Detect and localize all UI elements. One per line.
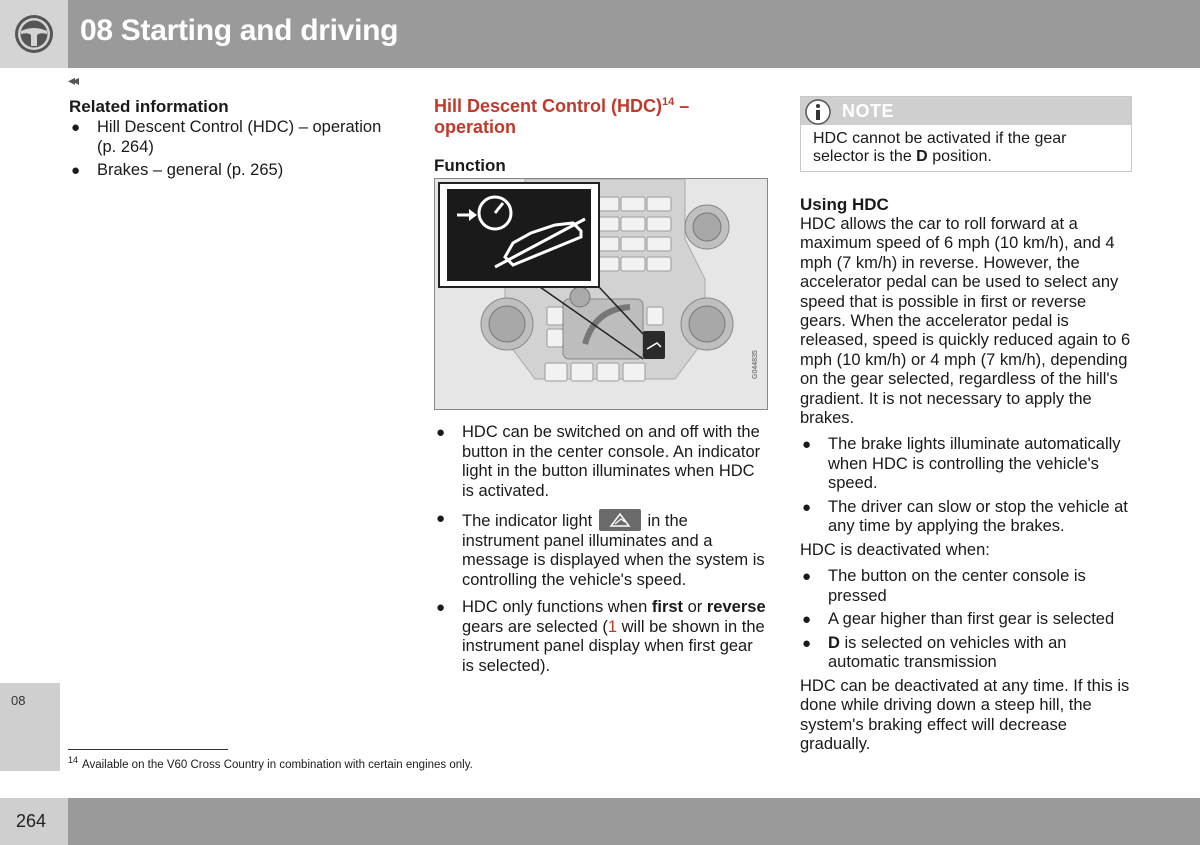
note-gear: D xyxy=(916,147,928,165)
footnote-divider xyxy=(68,749,228,750)
section-title xyxy=(434,96,768,138)
bullet-dot: ● xyxy=(436,599,446,616)
list-item xyxy=(800,610,1132,630)
list-item xyxy=(800,567,1132,606)
steering-wheel-icon xyxy=(13,13,55,55)
note-box xyxy=(800,96,1132,172)
related-item-text: Brakes – general (p. 265) xyxy=(97,161,284,179)
list-item xyxy=(800,435,1132,494)
figure-code: G044835 xyxy=(752,350,759,379)
bullet-dot: ● xyxy=(802,498,812,516)
using-hdc-column xyxy=(800,96,1132,755)
list-item-text: gears are selected ( xyxy=(462,617,608,636)
list-item-text: HDC only functions when xyxy=(462,598,648,616)
info-icon xyxy=(805,99,831,125)
footnote xyxy=(68,755,473,771)
chapter-title: 08 Starting and driving xyxy=(80,14,399,47)
page-number: 264 xyxy=(16,811,47,831)
note-text: position. xyxy=(932,147,992,165)
bullet-dot: ● xyxy=(802,436,812,454)
section-title-text: Hill Descent Control (HDC) xyxy=(434,96,663,116)
note-text: HDC cannot be activated if the gear selector is the xyxy=(813,130,1067,165)
bullet-dot: ● xyxy=(802,568,812,586)
hdc-operation-column xyxy=(434,96,768,176)
bullet-dot: ● xyxy=(436,510,446,527)
bullet-dot: ● xyxy=(802,611,812,629)
console-drawing xyxy=(435,179,768,410)
list-item xyxy=(434,423,768,501)
list-item-text: A gear higher than first gear is selected xyxy=(828,610,1115,629)
reverse-gear-term: reverse xyxy=(706,598,766,616)
back-arrows-icon[interactable]: ◂◂ xyxy=(68,72,77,88)
list-item-text: The brake lights illuminate automatically when HDC is controlling the vehicle's speed. xyxy=(828,435,1121,493)
related-list xyxy=(69,118,389,181)
list-item xyxy=(434,598,768,676)
deactivated-heading: HDC is deactivated when: xyxy=(800,540,990,559)
footnote-text: Available on the V60 Cross Country in combination with certain engines only. xyxy=(82,758,473,771)
footnote-ref[interactable]: 14 xyxy=(662,96,675,108)
using-hdc-paragraph: HDC allows the car to roll forward at a maximum speed of 6 mph (10 km/h), and 4 mph (7 km/h) in reverse. However, the accelerator pedal can be used to select any speed that is possible in first or reverse gears. When the accelerator pedal is released, speed is quickly reduced again to 6 mph (10 km/h) or 4 mph (7 km/h), depending on the gear selected, regardless of the hill's gradient. It is not necessary to apply the brakes. xyxy=(800,215,1131,428)
bullet-dot: ● xyxy=(802,634,812,652)
note-header xyxy=(801,97,1131,125)
drive-gear-term: D xyxy=(828,633,840,652)
closing-paragraph: HDC can be deactivated at any time. If this is done while driving down a steep hill, the system's braking effect will decrease gradually. xyxy=(800,676,1130,754)
list-item xyxy=(800,634,1132,673)
first-gear-term: first xyxy=(651,598,684,616)
list-item-text: will be shown in the instrument panel display when first gear is selected). xyxy=(462,617,765,675)
deactivated-list xyxy=(800,567,1132,673)
bullet-dot: ● xyxy=(436,424,446,441)
gear-number: 1 xyxy=(607,617,618,636)
center-console-illustration xyxy=(434,178,768,410)
list-item-text: is selected on vehicles with an automatic transmission xyxy=(828,633,1067,672)
footer-bar xyxy=(68,798,1200,845)
using-hdc-list xyxy=(800,435,1132,537)
related-item[interactable] xyxy=(69,161,389,181)
footnote-number: 14 xyxy=(68,755,79,765)
header-icon-box xyxy=(0,0,68,68)
section-title-suffix: – operation xyxy=(434,96,690,137)
bullet-dot: ● xyxy=(71,162,81,179)
function-heading: Function xyxy=(434,156,506,175)
list-item-text: HDC can be switched on and off with the button in the center console. An indicator light in the button illuminates when HDC is activated. xyxy=(462,423,761,500)
using-hdc-heading: Using HDC xyxy=(800,195,889,214)
chapter-tab-label: 08 xyxy=(11,693,26,708)
list-item-text: The driver can slow or stop the vehicle at any time by applying the brakes. xyxy=(828,497,1128,536)
related-heading: Related information xyxy=(69,97,229,116)
hdc-indicator-icon xyxy=(599,509,641,531)
hdc-function-list xyxy=(434,423,768,680)
list-item-text: or xyxy=(687,598,703,616)
list-item-text: in the instrument panel illuminates and a message is displayed when the system is controlling the vehicle's speed. xyxy=(462,512,765,589)
list-item xyxy=(434,509,768,590)
bullet-dot: ● xyxy=(71,119,81,136)
list-item-text: The button on the center console is pressed xyxy=(828,567,1086,605)
related-information-column xyxy=(69,97,389,185)
related-item[interactable] xyxy=(69,118,389,157)
list-item xyxy=(800,498,1132,537)
chapter-tab[interactable] xyxy=(0,683,60,771)
related-item-text: Hill Descent Control (HDC) – operation (p. 264) xyxy=(97,118,382,156)
list-item-text: The indicator light xyxy=(462,512,593,530)
note-label: NOTE xyxy=(842,101,895,121)
note-body xyxy=(801,125,1131,171)
